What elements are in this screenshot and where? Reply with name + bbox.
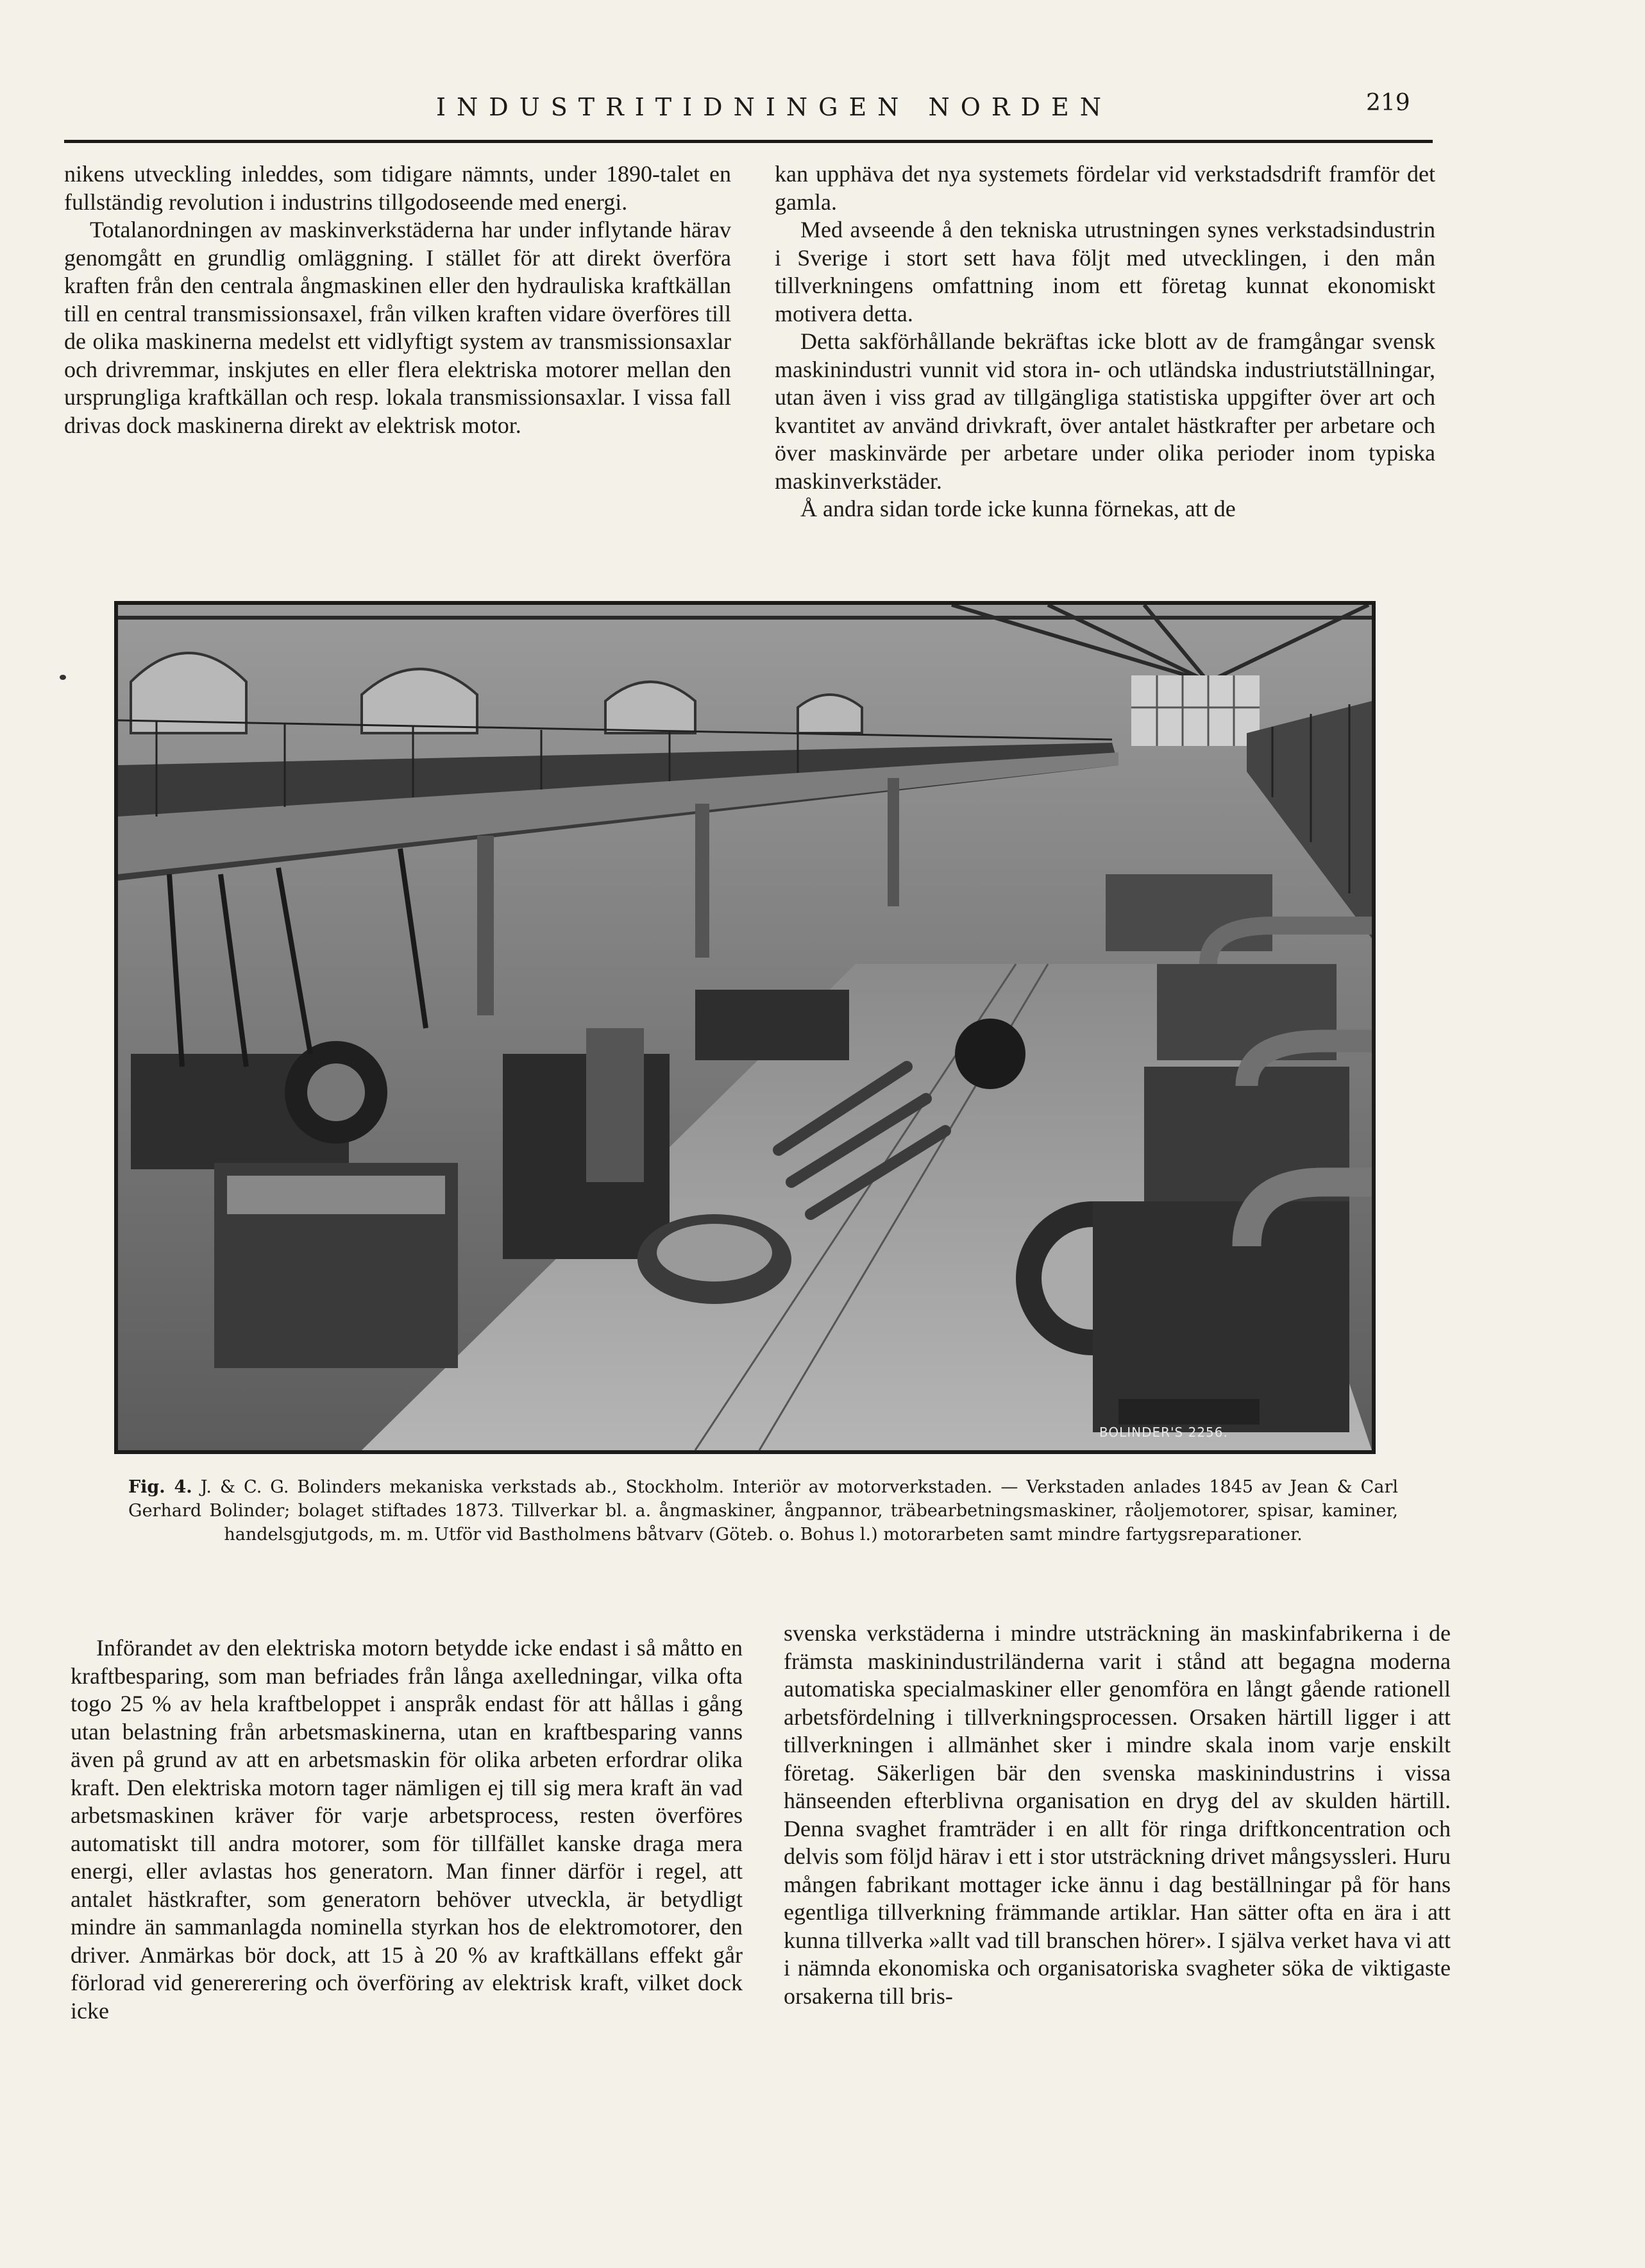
caption-text: J. & C. G. Bolinders mekaniska verkstads ab., Stockholm. Interiör av motorverkstaden. — Verkstaden anlades 1845 av Jean & Carl Gerhard Bolinder; bolaget stiftades 1873. Tillverkar bl. a. ångmaskiner, ångpannor, träbearbetningsmaskiner, råoljemotorer, spisar, kaminer, handelsgjutgods, m. m. Utför vid Bastholmens båtvarv (Göteb. o. Bohus l.) motorarbeten samt mindre fartygsreparationer. [128,1477,1398,1544]
header-rule [64,140,1433,143]
paragraph: nikens utveckling inleddes, som tidigare nämnts, under 1890-talet en fullständig revolution i industrins tillgodoseende med energi. [64,161,731,215]
workshop-photograph [114,601,1376,1454]
bottom-left-column [71,1634,743,2025]
top-left-column [64,160,731,439]
paragraph: Detta sakförhållande bekräftas icke blott av de framgångar svensk maskinindustri vunnit vid stora in- och utländska industriutställningar, utan även i viss grad av tillgängliga statistiska uppgifter över art och kvantitet av använd drivkraft, över antalet hästkrafter per arbetare och över maskinvärde per arbetare under olika perioder inom typiska maskinverkstäder. [775,328,1435,494]
paragraph: svenska verkstäderna i mindre utsträckning än maskinfabrikerna i de främsta maskinindustriländerna varit i stånd att begagna moderna automatiska specialmaskiner eller genomföra en långt gående rationell arbetsfördelning i tillverkningsprocessen. Orsaken härtill ligger i att tillverkningen i allmänhet sker i mindre skala inom varje enskilt företag. Säkerligen bär den svenska maskinindustrins i vissa hänseenden efterblivna organisation en dryg del av skulden härtill. Denna svaghet framträder i en allt för ringa driftkoncentration och delvis som följd härav i ett i stor utsträckning drivet mångsyssleri. Huru mången fabrikant mottager icke ännu i dag beställningar på för hans egentliga tillverkning främmande artiklar. Han sätter ofta en ära i att kunna tillverka »allt vad till branschen hörer». I själva verket hava vi att i nämnda ekonomiska och organisatoriska svagheter söka de viktigaste orsakerna till bris- [784,1620,1451,2009]
figure-caption [128,1475,1398,1546]
factory-interior-illustration [118,605,1372,1450]
paragraph: Å andra sidan torde icke kunna förnekas, att de [800,496,1236,521]
bottom-right-column [784,1620,1451,2010]
photo-credit: BOLINDER'S 2256. [1099,1425,1228,1440]
paragraph: Totalanordningen av maskinverkstäderna har under inflytande härav genomgått en grundlig omläggning. I stället för att direkt överföra kraften från den centrala ångmaskinen eller den hydrauliska kraftkällan till en central transmissionsaxel, från vilken kraften vidare överföres till de olika maskinerna medelst ett vidlyftigt system av transmissionsaxlar och drivremmar, inskjutes en eller flera elektriska motorer mellan den ursprungliga kraftkällan och resp. lokala transmissionsaxlar. I vissa fall drivas dock maskinerna direkt av elektrisk motor. [64,217,731,438]
page-number: 219 [1366,90,1410,116]
paragraph: kan upphäva det nya systemets fördelar vid verkstadsdrift framför det gamla. [775,161,1435,215]
paragraph: Med avseende å den tekniska utrustningen synes verkstadsindustrin i Sverige i stort sett hava följt med utvecklingen, i den mån tillverkningens omfattning inom ett företag kunnat ekonomiskt motivera detta. [775,217,1435,326]
paragraph: Införandet av den elektriska motorn betydde icke endast i så måtto en kraftbesparing, som man befriades från långa axelledningar, vilka ofta togo 25 % av hela kraftbeloppet i anspråk endast för att hållas i gång utan belastning från arbetsmaskinerna, utan en kraftbesparing vanns även på grund av att en arbetsmaskin för olika arbeten erfordrar olika kraft. Den elektriska motorn tager nämligen ej till sig mera kraft än vad arbetsmaskinen kräver för varje arbetsprocess, resten överföres automatiskt till andra motorer, som för tillfället kanske draga mera energi, eller avlastas hos generatorn. Man finner därför i regel, att antalet hästkrafter, som generatorn behöver utveckla, är betydligt mindre än sammanlagda nominella styrkan hos de elektromotorer, den driver. Anmärkas bör dock, att 15 à 20 % av kraftkällans effekt går förlorad vid genererering och överföring av elektrisk kraft, vilket dock icke [71,1635,743,2024]
print-speck [60,675,66,680]
journal-title: INDUSTRITIDNINGEN NORDEN [436,93,1112,121]
top-right-column [775,160,1435,523]
figure-label: Fig. 4. [128,1477,192,1497]
